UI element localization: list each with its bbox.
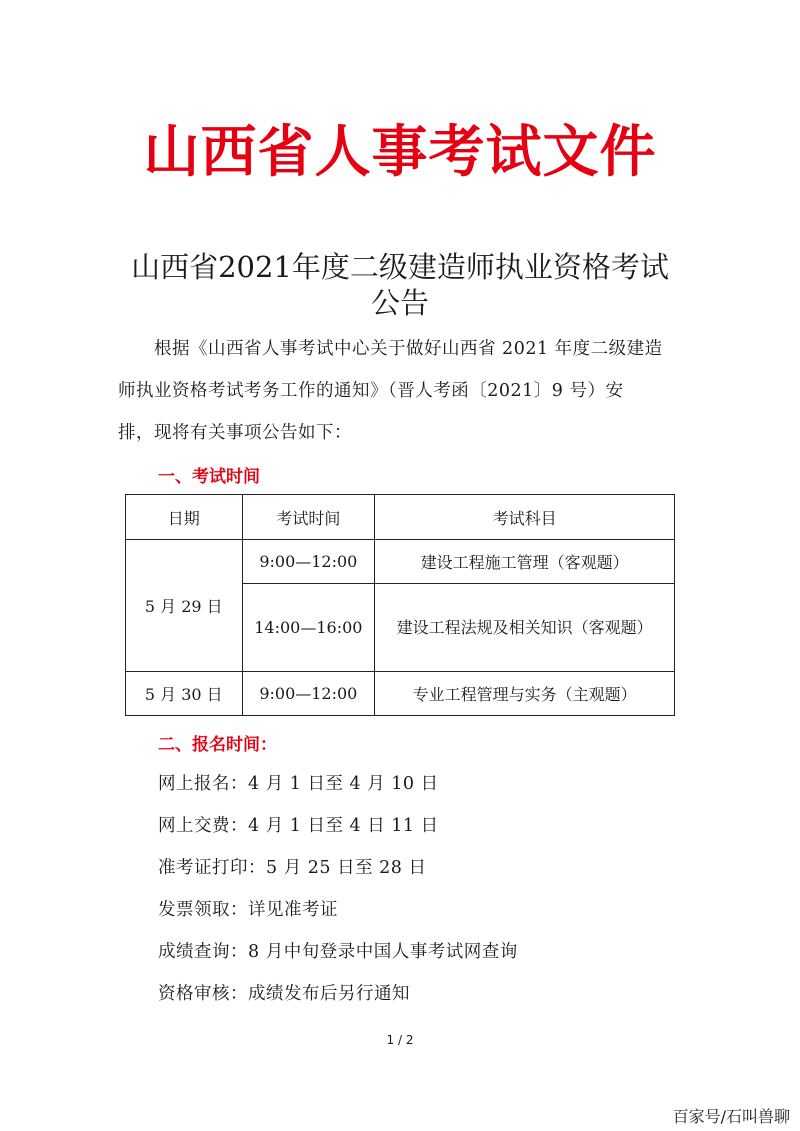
intro-line3: 排，现将有关事项公告如下：: [118, 423, 352, 443]
table-header-row: [126, 495, 675, 540]
notice-title-line2: 公告: [370, 286, 429, 320]
row-subject: 专业工程管理与实务（主观题）: [375, 672, 675, 716]
section-exam-time: 一、考试时间: [158, 467, 260, 487]
section-registration-time: 二、报名时间：: [158, 735, 277, 755]
info-qualification-review: 资格审核：成绩发布后另行通知: [158, 984, 410, 1004]
document-header: 山西省人事考试文件: [143, 120, 657, 185]
row-subject: 建设工程法规及相关知识（客观题）: [375, 584, 675, 672]
page-number: 1 / 2: [386, 1033, 414, 1047]
info-invoice: 发票领取：详见准考证: [158, 900, 338, 920]
row-date: 5 月 29 日: [126, 540, 243, 672]
row-subject: 建设工程施工管理（客观题）: [375, 540, 675, 584]
table-row: [126, 672, 675, 716]
exam-schedule-table: [125, 494, 675, 716]
info-score-query: 成绩查询：8 月中旬登录中国人事考试网查询: [158, 942, 518, 962]
info-online-registration: 网上报名：4 月 1 日至 4 月 10 日: [158, 774, 439, 794]
watermark: 百家号/石叫兽聊: [672, 1107, 790, 1126]
info-admission-ticket: 准考证打印：5 月 25 日至 28 日: [158, 858, 427, 878]
intro-line1: 根据《山西省人事考试中心关于做好山西省 2021 年度二级建造: [154, 339, 663, 359]
notice-title-line1: 山西省2021年度二级建造师执业资格考试: [131, 250, 669, 284]
intro-line2: 师执业资格考试考务工作的通知》（晋人考函〔2021〕9 号）安: [118, 381, 624, 401]
row-time: 14:00—16:00: [242, 584, 375, 672]
header-subject: 考试科目: [375, 495, 675, 540]
header-date: 日期: [126, 495, 243, 540]
row-date: 5 月 30 日: [126, 672, 243, 716]
row-time: 9:00—12:00: [242, 672, 375, 716]
table-row: [126, 540, 675, 584]
info-online-payment: 网上交费：4 月 1 日至 4 日 11 日: [158, 816, 439, 836]
header-time: 考试时间: [242, 495, 375, 540]
row-time: 9:00—12:00: [242, 540, 375, 584]
